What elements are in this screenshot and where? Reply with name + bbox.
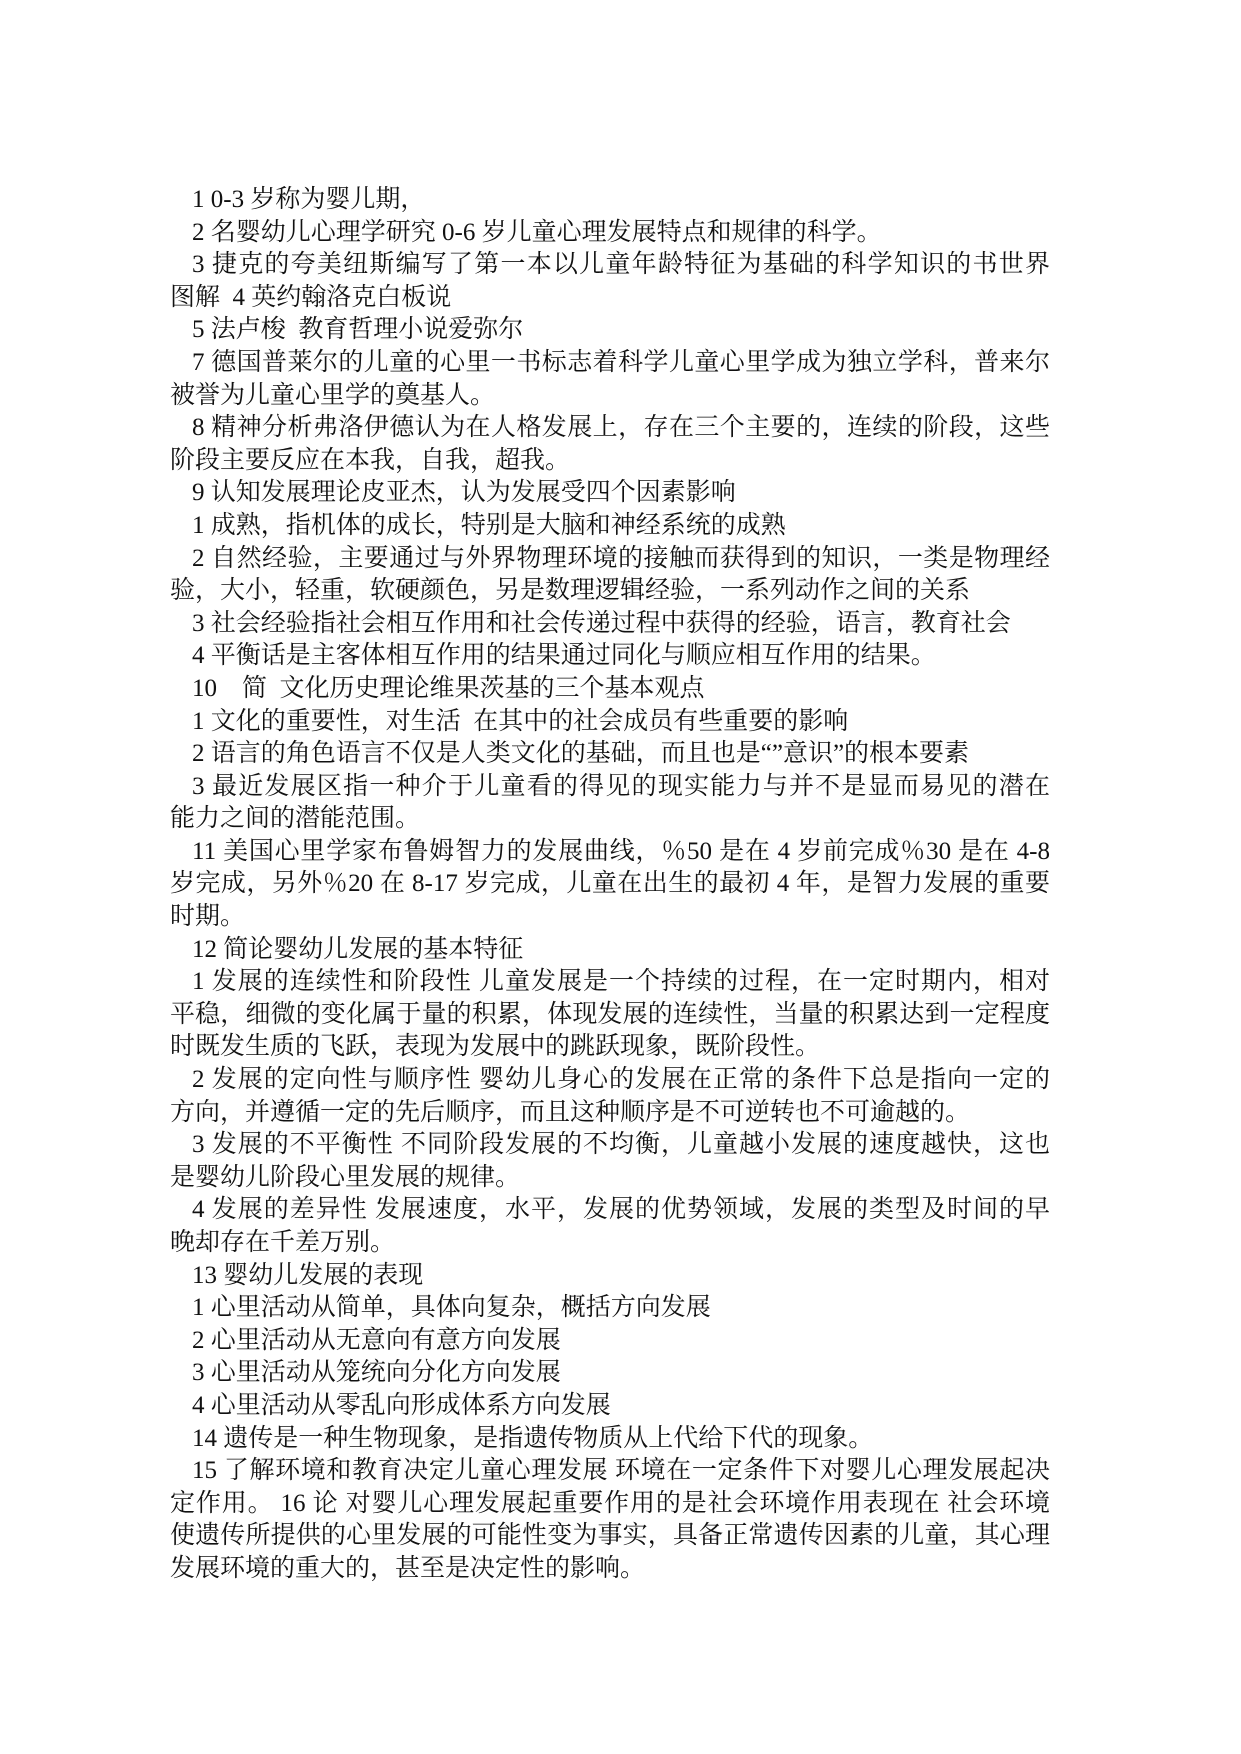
text-line: 1 0-3 岁称为婴儿期，: [192, 186, 426, 213]
text-line: 2 名婴幼儿心理学研究 0-6 岁儿童心理发展特点和规律的科学。: [192, 218, 882, 246]
paragraph: [170, 510, 1050, 543]
text-line: 2 发展的定向性与顺序性 婴幼儿身心的发展在正常的条件下总是指向一定的: [192, 1066, 1050, 1094]
text-line: 5 法卢梭 教育哲理小说爱弥尔: [192, 316, 524, 344]
text-line: 时既发生质的飞跃，表现为发展中的跳跃现象，既阶段性。: [170, 1033, 821, 1061]
text-line: 岁完成，另外％20 在 8-17 岁完成，儿童在出生的最初 4 年，是智力发展的重要: [170, 870, 1050, 898]
text-line: 3 发展的不平衡性 不同阶段发展的不均衡，儿童越小发展的速度越快，这也: [192, 1131, 1050, 1159]
paragraph: [170, 249, 1050, 314]
text-line: 定作用。 16 论 对婴儿心理发展起重要作用的是社会环境作用表现在 社会环境: [170, 1489, 1050, 1517]
paragraph: [170, 706, 1050, 739]
paragraph: [170, 934, 1050, 967]
text-line: 2 心里活动从无意向有意方向发展: [192, 1326, 561, 1354]
text-line: 3 社会经验指社会相互作用和社会传递过程中获得的经验，语言，教育社会: [192, 609, 1011, 637]
text-line: 4 心里活动从零乱向形成体系方向发展: [192, 1391, 611, 1419]
text-line: 3 心里活动从笼统向分化方向发展: [192, 1359, 561, 1387]
text-line: 1 心里活动从简单，具体向复杂，概括方向发展: [192, 1294, 711, 1322]
text-line: 使遗传所提供的心里发展的可能性变为事实，具备正常遗传因素的儿童，其心理: [170, 1522, 1050, 1550]
text-line: 2 自然经验，主要通过与外界物理环境的接触而获得到的知识，一类是物理经: [192, 544, 1050, 572]
paragraph: [170, 217, 1050, 250]
paragraph: [170, 1325, 1050, 1358]
paragraph: [170, 1357, 1050, 1390]
text-line: 12 简论婴幼儿发展的基本特征: [192, 935, 524, 963]
text-line: 能力之间的潜能范围。: [170, 805, 421, 833]
text-line: 1 成熟，指机体的成长，特别是大脑和神经系统的成熟: [192, 511, 786, 539]
text-line: 图解 4 英约翰洛克白板说: [170, 283, 452, 311]
text-line: 发展环境的重大的，甚至是决定性的影响。: [170, 1554, 646, 1582]
paragraph: [170, 771, 1050, 836]
paragraph: [170, 1292, 1050, 1325]
document-body: [170, 184, 1050, 1586]
paragraph: [170, 1390, 1050, 1423]
text-line: 3 捷克的夸美纽斯编写了第一本以儿童年龄特征为基础的科学知识的书世界: [192, 251, 1050, 279]
text-line: 时期。: [170, 903, 246, 931]
paragraph: [170, 347, 1050, 412]
paragraph: [170, 1194, 1050, 1259]
text-line: 验，大小，轻重，软硬颜色，另是数理逻辑经验，一系列动作之间的关系: [170, 577, 971, 605]
paragraph: [170, 836, 1050, 934]
text-line: 被誉为儿童心里学的奠基人。: [170, 381, 496, 409]
text-line: 8 精神分析弗洛伊德认为在人格发展上，存在三个主要的，连续的阶段，这些: [192, 414, 1050, 442]
text-line: 阶段主要反应在本我，自我，超我。: [170, 446, 571, 474]
paragraph: [170, 966, 1050, 1064]
text-line: 1 发展的连续性和阶段性 儿童发展是一个持续的过程，在一定时期内，相对: [192, 968, 1050, 996]
paragraph: [170, 608, 1050, 641]
text-line: 10 简 文化历史理论维果茨基的三个基本观点: [192, 674, 705, 702]
text-line: 11 美国心里学家布鲁姆智力的发展曲线，％50 是在 4 岁前完成％30 是在 4-8: [192, 837, 1050, 865]
paragraph: [170, 314, 1050, 347]
text-line: 4 发展的差异性 发展速度，水平，发展的优势领域，发展的类型及时间的早: [192, 1196, 1050, 1224]
text-line: 15 了解环境和教育决定儿童心理发展 环境在一定条件下对婴儿心理发展起决: [192, 1457, 1050, 1485]
paragraph: [170, 1260, 1050, 1293]
paragraph: [170, 1129, 1050, 1194]
paragraph: [170, 477, 1050, 510]
paragraph: [170, 184, 1050, 217]
text-line: 是婴幼儿阶段心里发展的规律。: [170, 1163, 521, 1191]
paragraph: [170, 738, 1050, 771]
paragraph: [170, 412, 1050, 477]
paragraph: [170, 543, 1050, 608]
text-line: 13 婴幼儿发展的表现: [192, 1261, 424, 1289]
paragraph: [170, 673, 1050, 706]
text-line: 4 平衡话是主客体相互作用的结果通过同化与顺应相互作用的结果。: [192, 642, 936, 670]
text-line: 7 德国普莱尔的儿童的心里一书标志着科学儿童心里学成为独立学科，普来尔: [192, 348, 1050, 376]
text-line: 9 认知发展理论皮亚杰，认为发展受四个因素影响: [192, 479, 736, 507]
text-line: 2 语言的角色语言不仅是人类文化的基础，而且也是“”意识”的根本要素: [192, 740, 970, 768]
paragraph: [170, 640, 1050, 673]
paragraph: [170, 1455, 1050, 1585]
text-line: 方向，并遵循一定的先后顺序，而且这种顺序是不可逆转也不可逾越的。: [170, 1098, 971, 1126]
text-line: 3 最近发展区指一种介于儿童看的得见的现实能力与并不是显而易见的潜在: [192, 772, 1050, 800]
text-line: 平稳，细微的变化属于量的积累，体现发展的连续性，当量的积累达到一定程度: [170, 1000, 1050, 1028]
text-line: 晚却存在千差万别。: [170, 1229, 396, 1256]
paragraph: [170, 1064, 1050, 1129]
text-line: 14 遗传是一种生物现象，是指遗传物质从上代给下代的现象。: [192, 1424, 874, 1452]
text-line: 1 文化的重要性，对生活 在其中的社会成员有些重要的影响: [192, 707, 849, 735]
paragraph: [170, 1423, 1050, 1456]
